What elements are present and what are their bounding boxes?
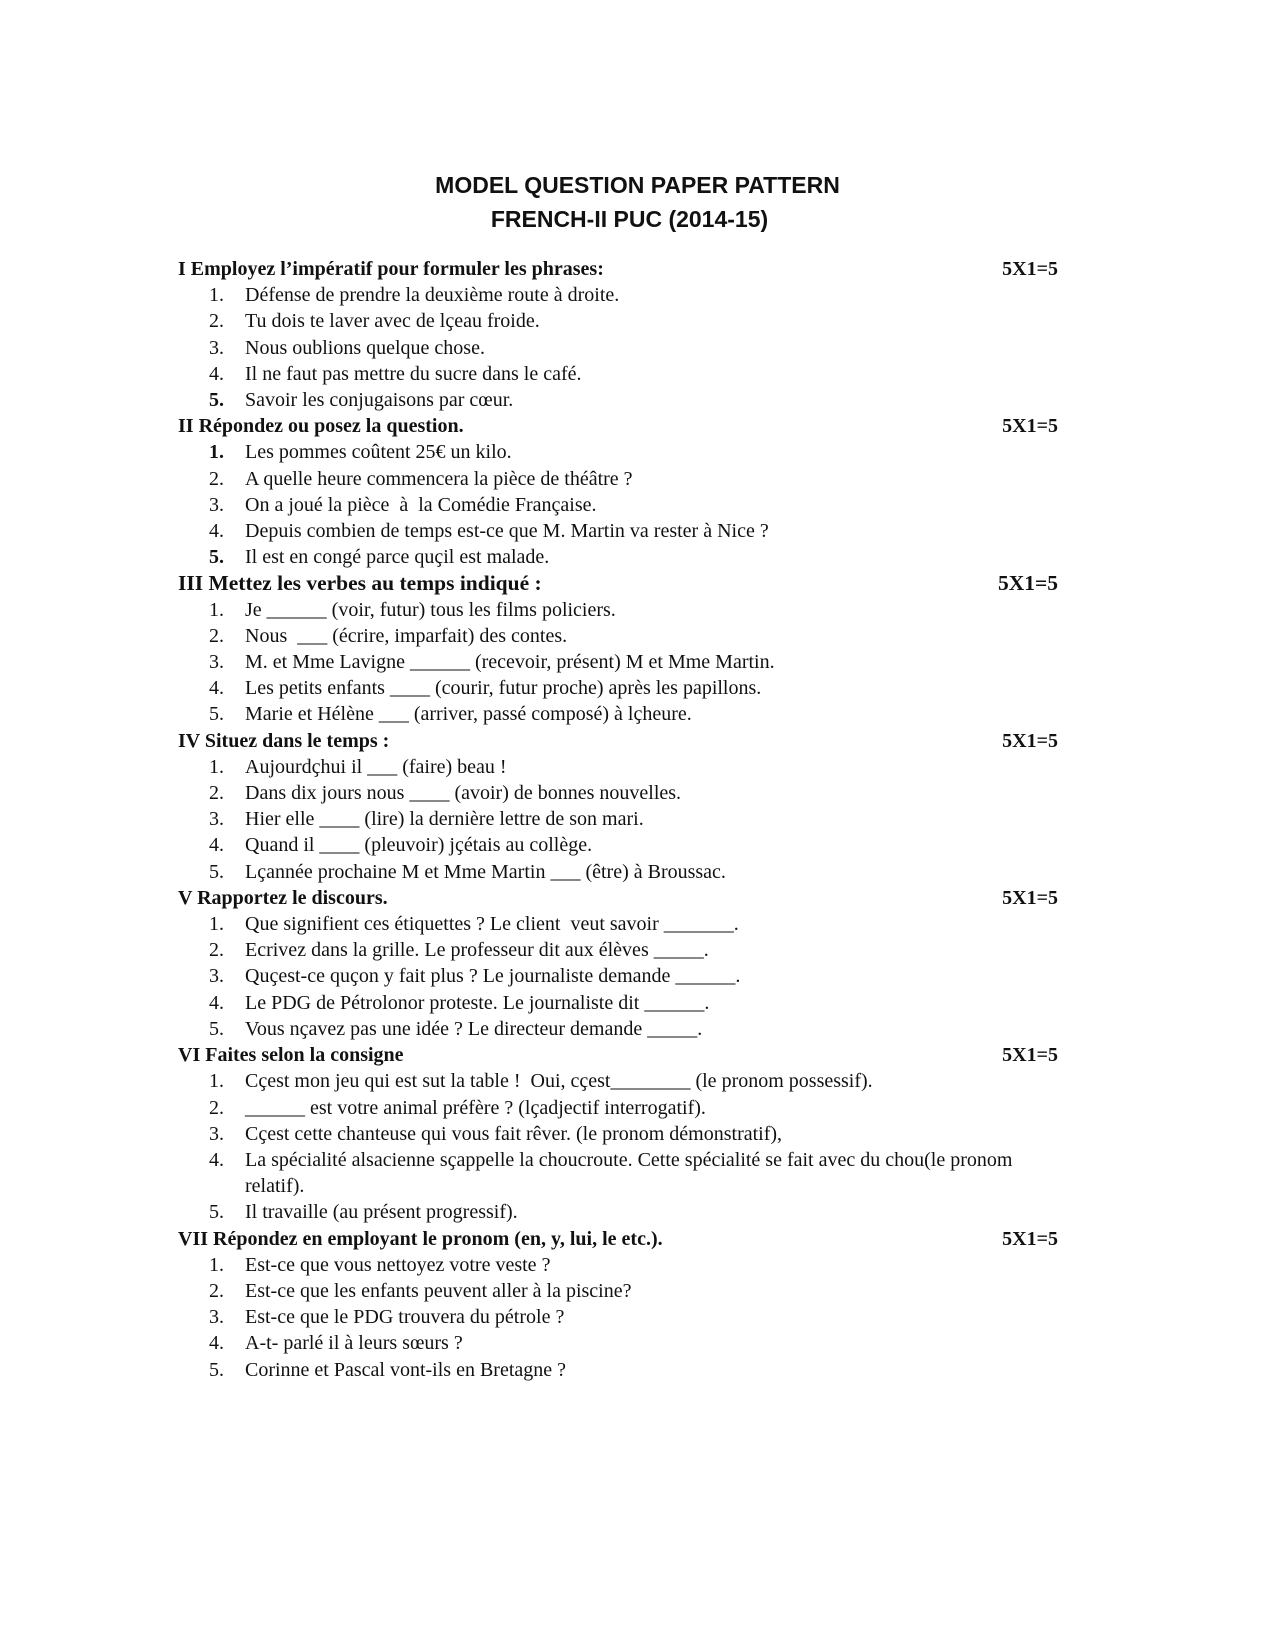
question-number: 1. — [209, 755, 224, 778]
question-item — [178, 623, 1058, 649]
question-item — [178, 597, 1058, 623]
question-text: Quҫest-ce quҫon y fait plus ? Le journaliste demande ______. — [245, 965, 741, 988]
question-item — [178, 282, 1058, 308]
section-marks: 5X1=5 — [1002, 258, 1058, 280]
question-item — [178, 1147, 1058, 1199]
question-section — [178, 413, 1058, 570]
question-number: 3. — [209, 1122, 224, 1145]
question-number: 5. — [209, 703, 224, 726]
section-marks: 5X1=5 — [1002, 415, 1058, 438]
question-item — [178, 518, 1058, 544]
question-item — [178, 1121, 1058, 1147]
question-number: 3. — [209, 808, 224, 831]
question-number: 3. — [209, 1306, 224, 1329]
question-number: 2. — [209, 310, 224, 333]
question-item — [178, 492, 1058, 518]
question-item — [178, 1252, 1058, 1278]
section-title: III Mettez les verbes au temps indiqué : — [178, 571, 542, 596]
question-text: M. et Mme Lavigne ______ (recevoir, présent) M et Mme Martin. — [245, 651, 775, 674]
question-number: 2. — [209, 782, 224, 805]
question-item — [178, 466, 1058, 492]
question-text: Est-ce que le PDG trouvera du pétrole ? — [245, 1306, 565, 1329]
question-text: Depuis combien de temps est-ce que M. Martin va rester à Nice ? — [245, 520, 769, 543]
question-number: 4. — [209, 991, 224, 1014]
question-number: 1. — [209, 1070, 224, 1093]
question-number: 1. — [209, 284, 224, 307]
question-item — [178, 937, 1058, 963]
question-text: Il est en congé parce quҫil est malade. — [245, 546, 550, 569]
section-title: VI Faites selon la consigne — [178, 1044, 404, 1067]
question-item — [178, 832, 1058, 858]
section-title: IV Situez dans le temps : — [178, 729, 390, 752]
section-marks: 5X1=5 — [1002, 1044, 1058, 1067]
question-item — [178, 1068, 1058, 1094]
question-text: Lҫannée prochaine M et Mme Martin ___ (être) à Broussac. — [245, 860, 726, 883]
question-item — [178, 1095, 1058, 1121]
question-text: Le PDG de Pétrolonor proteste. Le journaliste dit ______. — [245, 991, 710, 1014]
question-number: 4. — [209, 362, 224, 385]
question-item — [178, 649, 1058, 675]
question-number: 3. — [209, 493, 224, 516]
question-text: La spécialité alsacienne sҫappelle la choucroute. Cette spécialité se fait avec du chou(le pronom relatif). — [245, 1148, 1018, 1198]
question-section — [178, 885, 1058, 1042]
question-item — [178, 361, 1058, 387]
section-title: V Rapportez le discours. — [178, 886, 388, 909]
section-heading — [178, 413, 1058, 439]
title-block — [0, 168, 1275, 236]
section-heading — [178, 885, 1058, 911]
question-section — [178, 1042, 1058, 1225]
question-item — [178, 911, 1058, 937]
question-item — [178, 335, 1058, 361]
question-text: ______ est votre animal préfère ? (lҫadjectif interrogatif). — [245, 1096, 706, 1119]
section-marks: 5X1=5 — [1002, 729, 1058, 752]
question-number: 4. — [209, 1148, 224, 1171]
question-list — [178, 282, 1058, 413]
question-text: Savoir les conjugaisons par cœur. — [245, 389, 514, 412]
question-text: Les petits enfants ____ (courir, futur proche) après les papillons. — [245, 677, 762, 700]
question-item — [178, 439, 1058, 465]
section-title: I Employez l’impératif pour formuler les phrases: — [178, 258, 604, 280]
section-title: VII Répondez en employant le pronom (en, y, lui, le etc.). — [178, 1227, 663, 1250]
question-number: 2. — [209, 1096, 224, 1119]
question-text: Marie et Hélène ___ (arriver, passé composé) à lҫheure. — [245, 703, 692, 726]
question-number: 5. — [209, 389, 224, 412]
question-number: 1. — [209, 1253, 224, 1276]
question-section — [178, 256, 1058, 413]
question-number: 2. — [209, 1279, 224, 1302]
question-text: Il ne faut pas mettre du sucre dans le café. — [245, 362, 582, 385]
question-text: Il travaille (au présent progressif). — [245, 1201, 518, 1224]
question-text: Corinne et Pascal vont-ils en Bretagne ? — [245, 1358, 567, 1381]
question-item — [178, 1304, 1058, 1330]
section-heading — [178, 570, 1058, 596]
question-item — [178, 701, 1058, 727]
questions-content — [178, 256, 1058, 1383]
question-list — [178, 1068, 1058, 1225]
question-text: Est-ce que vous nettoyez votre veste ? — [245, 1253, 551, 1276]
page-title: MODEL QUESTION PAPER PATTERN — [435, 172, 840, 198]
question-list — [178, 911, 1058, 1042]
question-number: 5. — [209, 1201, 224, 1224]
question-text: Hier elle ____ (lire) la dernière lettre de son mari. — [245, 808, 644, 831]
section-title: II Répondez ou posez la question. — [178, 415, 464, 438]
question-number: 5. — [209, 860, 224, 883]
question-text: Quand il ____ (pleuvoir) jҫétais au collège. — [245, 834, 593, 857]
question-number: 3. — [209, 651, 224, 674]
question-number: 4. — [209, 1332, 224, 1355]
question-item — [178, 1199, 1058, 1225]
section-heading — [178, 728, 1058, 754]
section-marks: 5X1=5 — [1002, 886, 1058, 909]
question-item — [178, 544, 1058, 570]
question-item — [178, 1357, 1058, 1383]
question-number: 2. — [209, 467, 224, 490]
question-text: Tu dois te laver avec de lҫeau froide. — [245, 310, 540, 333]
question-item — [178, 990, 1058, 1016]
question-text: On a joué la pièce à la Comédie Française. — [245, 493, 597, 516]
question-item — [178, 780, 1058, 806]
question-section — [178, 570, 1058, 727]
question-number: 1. — [209, 598, 224, 621]
question-text: Est-ce que les enfants peuvent aller à la piscine? — [245, 1279, 632, 1302]
question-list — [178, 439, 1058, 570]
question-text: Cҫest cette chanteuse qui vous fait rêver. (le pronom démonstratif), — [245, 1122, 783, 1145]
question-item — [178, 963, 1058, 989]
question-number: 5. — [209, 1017, 224, 1040]
section-marks: 5X1=5 — [997, 571, 1058, 596]
question-item — [178, 387, 1058, 413]
question-list — [178, 597, 1058, 728]
question-text: A quelle heure commencera la pièce de théâtre ? — [245, 467, 633, 490]
section-heading — [178, 1042, 1058, 1068]
question-text: Défense de prendre la deuxième route à droite. — [245, 284, 620, 307]
question-text: Dans dix jours nous ____ (avoir) de bonnes nouvelles. — [245, 782, 682, 805]
question-number: 5. — [209, 1358, 224, 1381]
question-item — [178, 308, 1058, 334]
section-marks: 5X1=5 — [1002, 1227, 1058, 1250]
question-item — [178, 859, 1058, 885]
question-item — [178, 1016, 1058, 1042]
question-text: Nous ___ (écrire, imparfait) des contes. — [245, 624, 568, 647]
question-number: 5. — [209, 546, 224, 569]
question-item — [178, 754, 1058, 780]
question-number: 2. — [209, 624, 224, 647]
question-number: 4. — [209, 520, 224, 543]
question-number: 4. — [209, 677, 224, 700]
question-number: 3. — [209, 336, 224, 359]
question-text: Ecrivez dans la grille. Le professeur dit aux élèves _____. — [245, 939, 709, 962]
question-number: 4. — [209, 834, 224, 857]
question-text: Les pommes coûtent 25€ un kilo. — [245, 441, 512, 464]
question-item — [178, 806, 1058, 832]
question-item — [178, 1278, 1058, 1304]
question-item — [178, 675, 1058, 701]
section-heading — [178, 256, 1058, 282]
question-number: 2. — [209, 939, 224, 962]
question-text: Que signifient ces étiquettes ? Le client veut savoir _______. — [245, 913, 739, 936]
question-text: A-t- parlé il à leurs sœurs ? — [245, 1332, 463, 1355]
question-text: Aujourdҫhui il ___ (faire) beau ! — [245, 755, 507, 778]
question-section — [178, 1226, 1058, 1383]
question-item — [178, 1330, 1058, 1356]
question-text: Vous nҫavez pas une idée ? Le directeur demande _____. — [245, 1017, 703, 1040]
question-list — [178, 754, 1058, 885]
question-section — [178, 728, 1058, 885]
page-subtitle: FRENCH-II PUC (2014-15) — [490, 206, 769, 232]
question-number: 3. — [209, 965, 224, 988]
question-number: 1. — [209, 441, 224, 464]
question-list — [178, 1252, 1058, 1383]
question-number: 1. — [209, 913, 224, 936]
question-text: Cҫest mon jeu qui est sut la table ! Oui, cҫest________ (le pronom possessif). — [245, 1070, 873, 1093]
question-text: Nous oublions quelque chose. — [245, 336, 485, 359]
section-heading — [178, 1226, 1058, 1252]
question-text: Je ______ (voir, futur) tous les films policiers. — [245, 598, 616, 621]
